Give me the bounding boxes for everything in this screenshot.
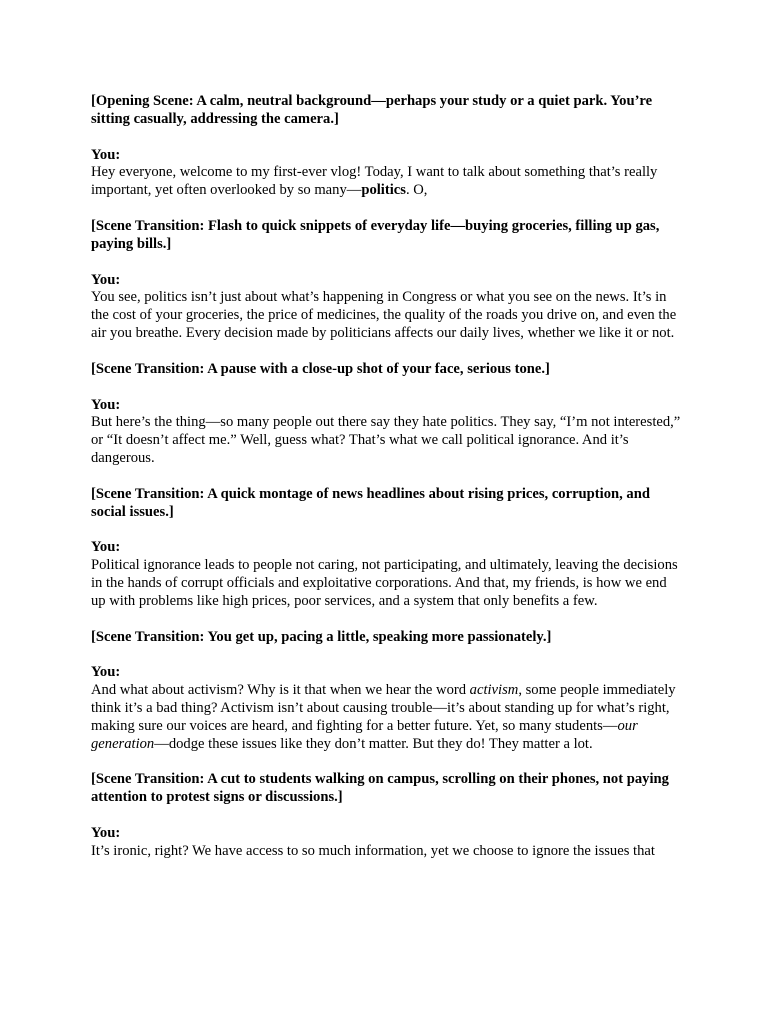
scene-direction: [Scene Transition: Flash to quick snippets of everyday life—buying groceries, filling up gas, paying bills.] (91, 217, 660, 252)
speaker-label: You: (91, 664, 121, 681)
speech-run: Political ignorance leads to people not caring, not participating, and ultimately, leaving the decisions in the hands of corrupt officials and exploitative corporations. And that, my friends, is how we end up with problems like high prices, poor services, and a system that only benefits a few. (91, 557, 678, 609)
speaker-label: You: (91, 146, 121, 163)
speech-run: But here’s the thing—so many people out there say they hate politics. They say, “I’m not interested,” or “It doesn’t affect me.” Well, guess what? That’s what we call political ignorance. And it’s dangerous. (91, 414, 681, 466)
dialogue-block (91, 397, 681, 468)
speaker-label: You: (91, 539, 121, 556)
document-page (91, 93, 681, 879)
speech-run: , some people immediately think it’s a bad thing? Activism isn’t about causing trouble—it’s about standing up for what’s right, making sure our voices are heard, and fighting for a better future. Yet, so many students— (91, 682, 676, 734)
speaker-label: You: (91, 824, 121, 841)
dialogue-block (91, 664, 681, 753)
speech-run-bold: politics (361, 182, 406, 199)
scene-direction: [Opening Scene: A calm, neutral background—perhaps your study or a quiet park. You’re sitting casually, addressing the camera.] (91, 93, 653, 127)
speech-run-italic: our generation (91, 717, 638, 752)
speech-text (91, 843, 681, 861)
dialogue-block (91, 539, 681, 610)
speech-run: And what about activism? Why is it that when we hear the word (91, 682, 470, 699)
speech-text (91, 164, 681, 200)
speech-text (91, 289, 681, 342)
scene-direction: [Scene Transition: A cut to students walking on campus, scrolling on their phones, not paying attention to protest signs or discussions.] (91, 771, 669, 806)
speech-run: —dodge these issues like they don’t matter. But they do! They matter a lot. (154, 735, 593, 752)
speech-run: . O, (405, 182, 428, 199)
dialogue-block (91, 825, 681, 861)
speaker-label: You: (91, 271, 121, 288)
dialogue-block (91, 147, 681, 200)
speech-run: You see, politics isn’t just about what’s happening in Congress or what you see on the news. It’s in the cost of your groceries, the price of medicines, the quality of the roads you drive on, and even the air you breathe. Every decision made by politicians affects our daily lives, whether we like it or not. (91, 289, 677, 341)
speech-text (91, 682, 681, 753)
speech-text (91, 414, 681, 467)
speech-run: Hey everyone, welcome to my first-ever vlog! Today, I want to talk about something that’s really important, yet often overlooked by so many— (91, 164, 658, 199)
dialogue-block (91, 272, 681, 343)
speech-text (91, 557, 681, 610)
speech-run: It’s ironic, right? We have access to so much information, yet we choose to ignore the issues that (91, 842, 655, 859)
speaker-label: You: (91, 396, 121, 413)
scene-direction: [Scene Transition: A pause with a close-up shot of your face, serious tone.] (91, 360, 550, 377)
scene-direction: [Scene Transition: A quick montage of news headlines about rising prices, corruption, and social issues.] (91, 485, 650, 520)
scene-direction: [Scene Transition: You get up, pacing a little, speaking more passionately.] (91, 628, 552, 645)
speech-run-italic: activism (469, 682, 519, 699)
